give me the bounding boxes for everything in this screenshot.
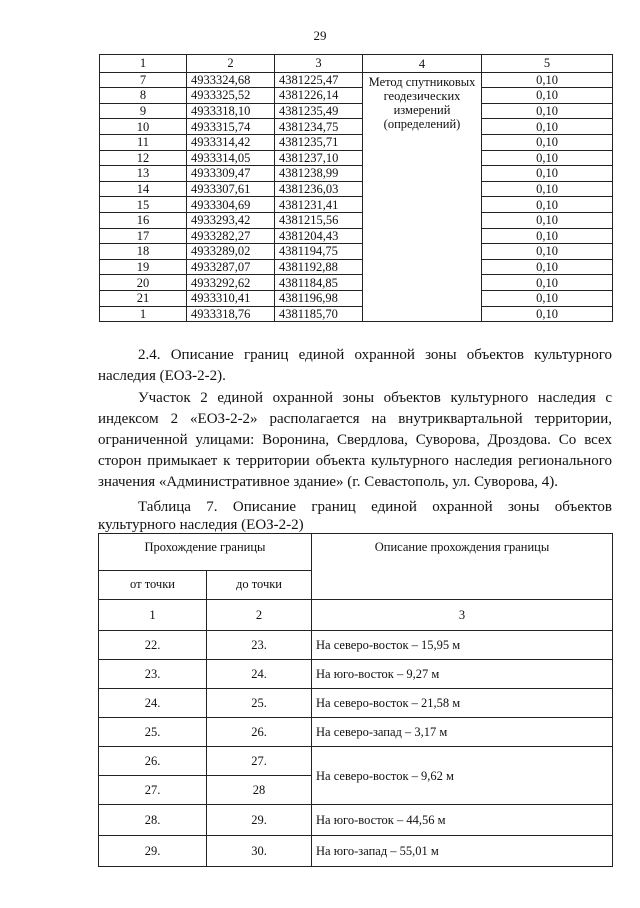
point-number: 12 [100, 150, 187, 166]
coordinate-y: 4381194,75 [275, 244, 363, 260]
point-from: 29. [99, 836, 207, 867]
header-passage: Прохождение границы [99, 534, 312, 571]
table7-caption: Таблица 7. Описание границ единой охранной зоны объектов культурного наследия (ЕОЗ-2-2) [98, 499, 612, 533]
coordinates-row [100, 72, 613, 88]
coordinate-y: 4381234,75 [275, 119, 363, 135]
coordinate-x: 4933282,27 [187, 228, 275, 244]
point-number: 16 [100, 212, 187, 228]
header-description: Описание прохождения границы [312, 534, 613, 600]
point-number: 21 [100, 290, 187, 306]
coordinates-row [100, 166, 613, 182]
boundary-description: На северо-восток – 15,95 м [312, 631, 613, 660]
coordinate-x: 4933309,47 [187, 166, 275, 182]
accuracy: 0,10 [482, 119, 613, 135]
point-from: 25. [99, 718, 207, 747]
coordinates-row [100, 275, 613, 291]
coordinate-y: 4381215,56 [275, 212, 363, 228]
accuracy: 0,10 [482, 197, 613, 213]
coordinates-row [100, 244, 613, 260]
coordinate-x: 4933318,10 [187, 103, 275, 119]
coordinate-x: 4933292,62 [187, 275, 275, 291]
coordinate-x: 4933314,05 [187, 150, 275, 166]
point-number: 8 [100, 88, 187, 104]
coordinate-x: 4933324,68 [187, 72, 275, 88]
coordinate-y: 4381237,10 [275, 150, 363, 166]
coordinate-x: 4933304,69 [187, 197, 275, 213]
coordinate-y: 4381238,99 [275, 166, 363, 182]
table7-row [99, 631, 613, 660]
point-to: 23. [207, 631, 312, 660]
point-from: 28. [99, 805, 207, 836]
point-number: 20 [100, 275, 187, 291]
point-to: 28 [207, 776, 312, 805]
coordinate-x: 4933325,52 [187, 88, 275, 104]
point-number: 10 [100, 119, 187, 135]
table7-row [99, 660, 613, 689]
point-number: 13 [100, 166, 187, 182]
coordinates-row [100, 181, 613, 197]
table7-row [99, 689, 613, 718]
point-number: 19 [100, 259, 187, 275]
point-number: 11 [100, 134, 187, 150]
coordinate-x: 4933315,74 [187, 119, 275, 135]
page-number: 29 [313, 28, 327, 43]
accuracy: 0,10 [482, 150, 613, 166]
point-number: 9 [100, 103, 187, 119]
point-number: 1 [100, 306, 187, 322]
coordinate-y: 4381235,49 [275, 103, 363, 119]
accuracy: 0,10 [482, 166, 613, 182]
coordinates-row [100, 306, 613, 322]
column-number: 3 [312, 600, 613, 631]
header-from: от точки [99, 571, 207, 600]
boundary-description: На северо-восток – 9,62 м [312, 747, 613, 805]
coordinate-y: 4381196,98 [275, 290, 363, 306]
coordinates-row [100, 103, 613, 119]
point-number: 7 [100, 72, 187, 88]
coordinate-y: 4381235,71 [275, 134, 363, 150]
coordinate-x: 4933287,07 [187, 259, 275, 275]
point-to: 25. [207, 689, 312, 718]
point-from: 24. [99, 689, 207, 718]
table7-row [99, 747, 613, 776]
coordinates-row [100, 119, 613, 135]
table7-row [99, 836, 613, 867]
point-number: 15 [100, 197, 187, 213]
boundary-description-table [98, 533, 613, 867]
point-from: 23. [99, 660, 207, 689]
accuracy: 0,10 [482, 212, 613, 228]
coordinates-row [100, 197, 613, 213]
coordinate-y: 4381236,03 [275, 181, 363, 197]
point-number: 17 [100, 228, 187, 244]
coordinates-row [100, 134, 613, 150]
boundary-description: На северо-восток – 21,58 м [312, 689, 613, 718]
accuracy: 0,10 [482, 228, 613, 244]
column-number: 1 [99, 600, 207, 631]
coordinates-row [100, 259, 613, 275]
accuracy: 0,10 [482, 88, 613, 104]
column-number: 2 [207, 600, 312, 631]
coordinate-y: 4381231,41 [275, 197, 363, 213]
coordinate-x: 4933307,61 [187, 181, 275, 197]
coordinates-row [100, 150, 613, 166]
accuracy: 0,10 [482, 275, 613, 291]
header-to: до точки [207, 571, 312, 600]
point-from: 22. [99, 631, 207, 660]
point-from: 27. [99, 776, 207, 805]
coordinate-y: 4381204,43 [275, 228, 363, 244]
point-to: 24. [207, 660, 312, 689]
coordinate-y: 4381185,70 [275, 306, 363, 322]
point-to: 30. [207, 836, 312, 867]
method-cell: Метод спутниковых геодезических измерений (определений) [363, 72, 482, 322]
coordinates-table [99, 54, 613, 322]
table7-header-row [99, 534, 613, 571]
boundary-description: На северо-запад – 3,17 м [312, 718, 613, 747]
coordinates-row [100, 228, 613, 244]
accuracy: 0,10 [482, 72, 613, 88]
section-body: Участок 2 единой охранной зоны объектов культурного наследия с индексом 2 «ЕОЗ-2-2» располагается на внутриквартальной территории, ограниченной улицами: Воронина, Свердлова, Суворова, Дроздова. Со всех сторон примыкает к территории объекта культурного наследия регионального значения «Административное здание» (г. Севастополь, ул. Суворова, 4). [98, 390, 612, 490]
accuracy: 0,10 [482, 134, 613, 150]
coordinate-y: 4381184,85 [275, 275, 363, 291]
point-from: 26. [99, 747, 207, 776]
coordinates-row [100, 212, 613, 228]
coordinate-x: 4933314,42 [187, 134, 275, 150]
header-cell: 5 [482, 55, 613, 73]
point-to: 26. [207, 718, 312, 747]
accuracy: 0,10 [482, 259, 613, 275]
coordinates-row [100, 290, 613, 306]
accuracy: 0,10 [482, 244, 613, 260]
header-cell: 1 [100, 55, 187, 73]
boundary-description: На юго-восток – 44,56 м [312, 805, 613, 836]
coordinate-x: 4933289,02 [187, 244, 275, 260]
coordinates-header-row [100, 55, 613, 73]
header-cell: 2 [187, 55, 275, 73]
header-cell: 3 [275, 55, 363, 73]
section-heading: 2.4. Описание границ единой охранной зоны объектов культурного наследия (ЕОЗ-2-2). [98, 347, 612, 384]
table7-row [99, 718, 613, 747]
coordinate-x: 4933310,41 [187, 290, 275, 306]
boundary-description: На юго-восток – 9,27 м [312, 660, 613, 689]
point-to: 29. [207, 805, 312, 836]
accuracy: 0,10 [482, 103, 613, 119]
coordinate-x: 4933318,76 [187, 306, 275, 322]
header-cell: 4 [363, 55, 482, 73]
point-number: 14 [100, 181, 187, 197]
boundary-description: На юго-запад – 55,01 м [312, 836, 613, 867]
accuracy: 0,10 [482, 290, 613, 306]
coordinate-y: 4381226,14 [275, 88, 363, 104]
point-number: 18 [100, 244, 187, 260]
accuracy: 0,10 [482, 181, 613, 197]
point-to: 27. [207, 747, 312, 776]
table7-number-row [99, 600, 613, 631]
coordinate-y: 4381192,88 [275, 259, 363, 275]
coordinate-y: 4381225,47 [275, 72, 363, 88]
coordinate-x: 4933293,42 [187, 212, 275, 228]
coordinates-row [100, 88, 613, 104]
table7-row [99, 805, 613, 836]
accuracy: 0,10 [482, 306, 613, 322]
